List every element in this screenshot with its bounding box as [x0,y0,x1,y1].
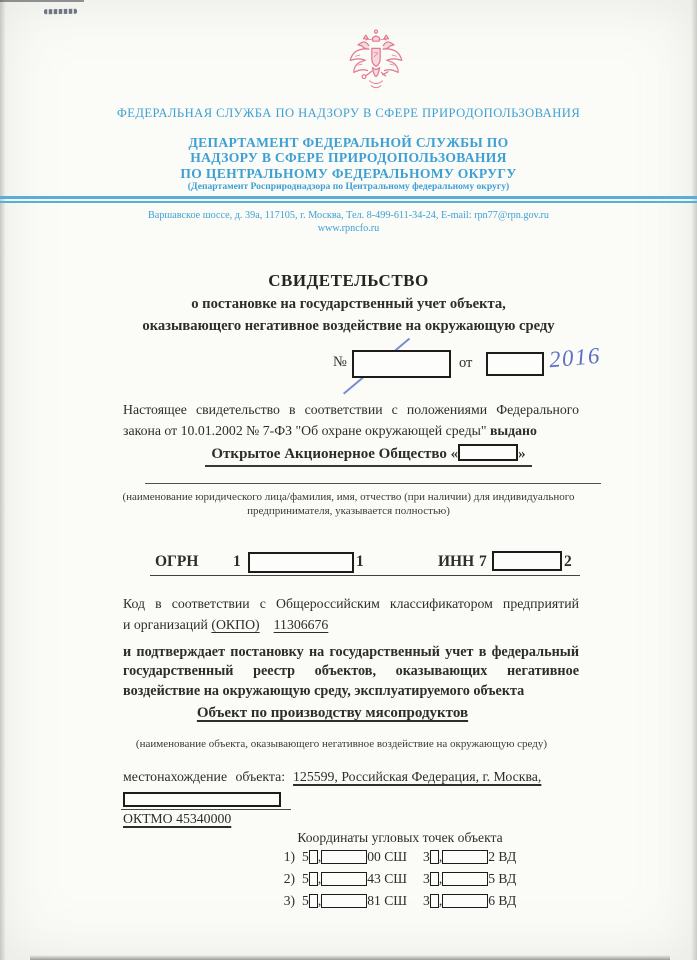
decimal-comma: , [317,849,322,864]
letterhead-website: www.rpncfo.ru [317,223,380,234]
confirmation-paragraph [123,643,579,701]
object-caption: (наименование объекта, оказывающего негативное воздействие на окружающую среду) [135,738,548,750]
okpo-prefix: и организаций [123,617,208,632]
lon-redaction-box [442,894,488,908]
okpo-line2 [123,614,579,635]
company-name-row [20,444,697,467]
oktmo-line: ОКТМО 45340000 [123,811,232,826]
okpo-value: 11306676 [273,617,329,632]
company-name-redaction-box [458,444,518,461]
address-redaction-box [123,792,281,807]
location-value: 125599, Российская Федерация, г. Москва, [293,769,542,784]
document-title: СВИДЕТЕЛЬСТВО [268,271,429,290]
lat-redaction-box [321,872,367,886]
letterhead-address: Варшавское шоссе, д. 39а, 117105, г. Москва, Тел. 8-499-611-34-24, E-mail: rpn77@rpn.gov.ru [147,210,549,221]
letterhead-divider [0,196,697,203]
company-close-quote: » [518,446,526,462]
coordinate-row-1 [103,849,697,865]
confirmation-line3: воздействие на окружающую среду, эксплуатируемого объекта [123,682,525,699]
coordinates-heading: Координаты угловых точек объекта [297,830,503,845]
okpo-label: (ОКПО) [211,617,260,632]
handwritten-year: 2016 [547,342,602,373]
coordinate-index: 2) [283,871,296,886]
ogrn-redaction-box [248,552,354,573]
date-label: от [459,355,473,371]
decimal-comma: , [438,893,443,908]
lon-degree-prefix: 3 [423,871,430,886]
agency-name: ФЕДЕРАЛЬНАЯ СЛУЖБА ПО НАДЗОРУ В СФЕРЕ ПРИРОДОПОЛЬЗОВАНИЯ [116,106,581,120]
lat-redaction-box-small [309,850,318,864]
decimal-comma: , [438,871,443,886]
lon-redaction-box-small [430,894,439,908]
department-name-line1: ДЕПАРТАМЕНТ ФЕДЕРАЛЬНОЙ СЛУЖБЫ ПО [188,135,509,150]
department-alt-name: (Департамент Росприроднадзора по Центральному федеральному округу) [187,181,510,192]
number-redaction-box [352,350,451,378]
scan-artifact-smudge [44,9,77,15]
issued-paragraph [123,399,579,441]
coordinate-index: 3) [283,893,296,908]
lon-redaction-box [442,872,488,886]
department-name [0,135,697,181]
location-label: местонахождение объекта: [123,769,286,784]
inn-label: ИНН [438,553,475,570]
ogrn-label: ОГРН [155,553,199,570]
decimal-comma: , [438,849,443,864]
location-row [123,769,541,785]
lat-redaction-box-small [309,894,318,908]
lon-tail: 5 ВД [488,871,517,886]
ogrn-last-digit: 1 [356,553,364,570]
okpo-paragraph [123,593,579,635]
lat-redaction-box [321,850,367,864]
ogrn-inn-row [0,551,697,581]
lat-redaction-box-small [309,872,318,886]
address-underline [121,809,291,810]
issued-line1: Настоящее свидетельство в соответствии с положениями Федерального [123,402,579,417]
confirmation-line2: государственный реестр объектов, оказывающих негативное [123,663,579,680]
number-label: № [333,354,347,370]
document-subtitle-line2: оказывающего негативное воздействие на окружающую среду [142,318,555,334]
issued-emphasis: выдано [489,423,537,438]
department-name-line3: ПО ЦЕНТРАЛЬНОМУ ФЕДЕРАЛЬНОМУ ОКРУГУ [180,165,517,181]
object-name: Объект по производству мясопродуктов [196,705,469,721]
date-redaction-box [486,352,544,376]
ogrn-first-digit: 1 [233,553,241,570]
lon-redaction-box [442,850,488,864]
lat-redaction-box [321,894,367,908]
lat-degree-prefix: 5 [302,893,309,908]
company-caption-line1: (наименование юридического лица/фамилия, имя, отчество (при наличии) для индивидуального [122,491,575,503]
okpo-line1: Код в соответствии с Общероссийским классификатором предприятий [123,596,579,611]
coordinate-row-2 [103,871,697,887]
department-name-line2: НАДЗОРУ В СФЕРЕ ПРИРОДОПОЛЬЗОВАНИЯ [190,150,507,166]
confirmation-line1: и подтверждает постановку на государственный учет в федеральный [123,644,579,660]
lat-tail: 43 СШ [367,871,408,886]
lon-redaction-box-small [430,850,439,864]
inn-last-digit: 2 [564,553,572,570]
document-subtitle-line1: о постановке на государственный учет объекта, [191,296,506,312]
coordinate-index: 1) [283,849,296,864]
coordinate-row-3 [103,893,697,909]
scan-artifact-top-line [0,0,84,2]
object-name-row [0,705,665,722]
lon-redaction-box-small [430,872,439,886]
russian-coat-of-arms-icon [346,27,406,95]
lat-tail: 81 СШ [367,893,408,908]
lon-degree-prefix: 3 [423,893,430,908]
inn-first-digit: 7 [479,553,487,570]
lat-degree-prefix: 5 [302,871,309,886]
decimal-comma: , [317,871,322,886]
lat-degree-prefix: 5 [302,849,309,864]
lat-tail: 00 СШ [367,849,408,864]
decimal-comma: , [317,893,322,908]
company-caption-rule [145,483,601,484]
company-caption-line2: предпринимателя, указывается полностью) [247,505,450,517]
company-name-prefix: Открытое Акционерное Общество « [211,446,459,462]
lon-tail: 2 ВД [488,849,517,864]
inn-redaction-box [492,551,562,571]
lon-tail: 6 ВД [488,893,517,908]
scan-edge-bottom [30,955,670,960]
lon-degree-prefix: 3 [423,849,430,864]
issued-line2: закона от 10.01.2002 № 7-ФЗ "Об охране окружающей среды" выдано [123,423,537,438]
ogrn-inn-underline [150,575,580,576]
